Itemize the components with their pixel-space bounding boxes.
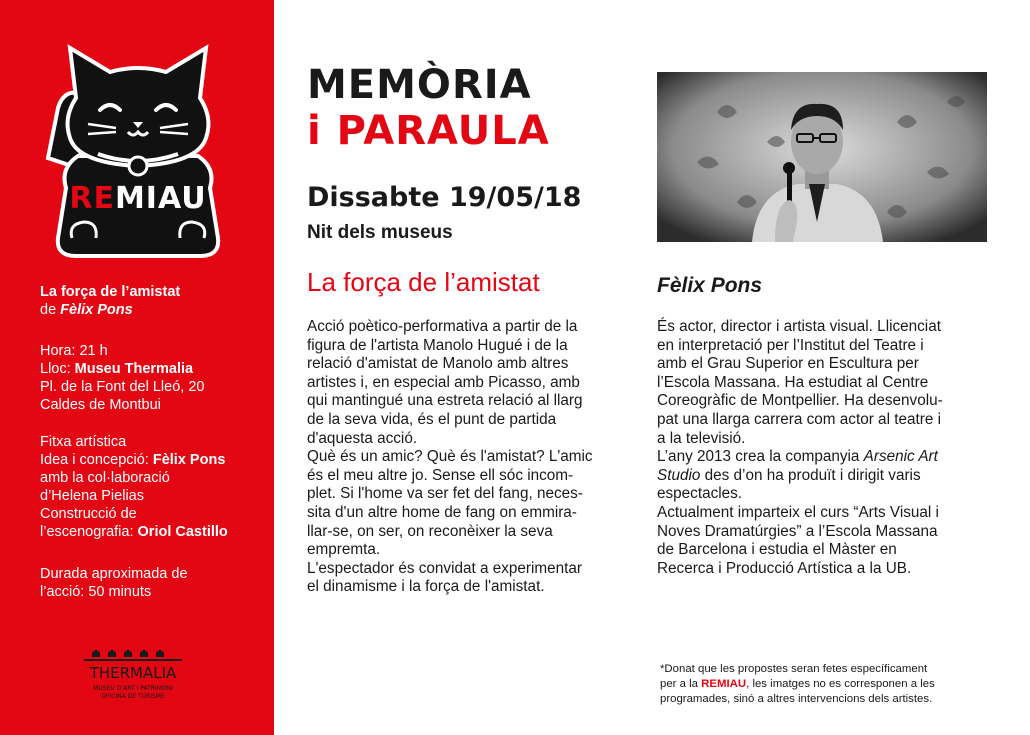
- left-line: sita d'un altre home de fang on emmira-: [307, 503, 577, 521]
- headline-line-1: MEMÒRIA: [307, 62, 532, 108]
- right-line: de Barcelona i estudia el Màster en: [657, 541, 897, 559]
- logo-brand-miau: MIAU: [114, 181, 207, 216]
- right-line-8-text: L’any 2013 crea la companyia: [657, 448, 864, 466]
- company-name-part1: Arsenic Art: [863, 448, 938, 466]
- constr-label: l’escenografia:: [40, 524, 138, 540]
- sidebar-author-line: [40, 301, 260, 319]
- right-body: [657, 318, 987, 578]
- sidebar-fitxa: [40, 433, 260, 541]
- right-line: Coreogràfic de Montpellier. Ha desenvolu-: [657, 392, 943, 410]
- durada-line-1: Durada aproximada de: [40, 566, 188, 582]
- performer-photo: [657, 72, 987, 242]
- footnote-brand: REMIAU: [701, 678, 747, 690]
- sidebar-event-title: [40, 283, 260, 319]
- thermalia-sub2: OFICINA DE TURISME: [101, 693, 165, 700]
- left-line: el dinamisme i la força de l'amistat.: [307, 578, 545, 596]
- left-line: llar-se, on ser, on reconèixer la seva: [307, 522, 553, 540]
- event-date: Dissabte 19/05/18: [307, 182, 582, 213]
- idea-label: Idea i concepció:: [40, 452, 153, 468]
- left-line: empremta.: [307, 541, 381, 559]
- sidebar-author-prefix: de: [40, 302, 61, 318]
- right-line: Noves Dramatúrgies” a l’Escola Massana: [657, 522, 938, 540]
- footnote-l2-post: , les imatges no es corresponen a les: [746, 678, 935, 690]
- left-line: és el meu altre jo. Sense ell sóc incom-: [307, 466, 574, 484]
- fitxa-heading: Fitxa artística: [40, 434, 127, 450]
- right-line: pat una llarga carrera com actor al teatre i: [657, 410, 941, 428]
- footnote-line-2: [660, 677, 980, 692]
- left-section-title: La força de l’amistat: [307, 267, 540, 297]
- left-line: artistes i, en especial amb Picasso, amb: [307, 373, 580, 391]
- thermalia-logo: [78, 645, 198, 705]
- thermalia-sub1: MUSEU D’ART I PATRIMONI: [93, 685, 173, 692]
- maneki-neko-cat-icon: [38, 38, 238, 263]
- event-subtitle: Nit dels museus: [307, 222, 453, 243]
- logo-brand-re: RE: [69, 181, 115, 216]
- address-line-1: Pl. de la Font del Lleó, 20: [40, 379, 205, 395]
- idea-line: [40, 451, 260, 469]
- footnote: [660, 662, 980, 707]
- right-line: Recerca i Producció Artística a la UB.: [657, 559, 912, 577]
- left-line: plet. Si l'home va ser fet del fang, neces-: [307, 485, 583, 503]
- sidebar-durada: [40, 565, 260, 601]
- sidebar-info: [40, 342, 260, 414]
- constr-value: Oriol Castillo: [137, 524, 228, 540]
- footnote-line-3: programades, sinó a altres intervencions dels artistes.: [660, 693, 933, 705]
- left-body: [307, 318, 627, 597]
- lloc-label: Lloc:: [40, 361, 75, 377]
- hora-label: Hora: 21 h: [40, 343, 108, 359]
- left-line: qui mantingué una estreta relació al llarg: [307, 392, 583, 410]
- durada-line-2: l’acció: 50 minuts: [40, 584, 152, 600]
- sidebar: [0, 0, 274, 735]
- headline: [307, 62, 550, 154]
- headline-line-2: i PARAULA: [307, 108, 550, 154]
- left-line: L'espectador és convidat a experimentar: [307, 559, 583, 577]
- right-line: Actualment imparteix el curs “Arts Visual i: [657, 503, 939, 521]
- right-line: l’Escola Massana. Ha estudiat al Centre: [657, 373, 929, 391]
- sidebar-author: Fèlix Pons: [60, 302, 133, 318]
- right-line: És actor, director i artista visual. Llicenciat: [657, 318, 941, 335]
- left-line: d'aquesta acció.: [307, 429, 418, 447]
- right-line: a la televisió.: [657, 429, 746, 447]
- right-line: en interpretació per l’Institut del Teatre i: [657, 336, 924, 354]
- constr-line-2: [40, 523, 260, 541]
- right-line-8: [657, 448, 987, 467]
- constr-line-1: Construcció de: [40, 506, 137, 522]
- right-section-title: Fèlix Pons: [657, 274, 763, 297]
- footnote-line-1: *Donat que les propostes seran fetes específicament: [660, 663, 928, 675]
- left-line: Què és un amic? Què és l'amistat? L'amic: [307, 448, 593, 466]
- left-line: figura de l'artista Manolo Hugué i de la: [307, 336, 568, 354]
- right-line: amb el Grau Superior en Escultura per: [657, 355, 919, 373]
- collab-line-2: d’Helena Pielias: [40, 488, 144, 504]
- left-line: Acció poètico-performativa a partir de la: [307, 318, 578, 335]
- right-line-9: [657, 467, 987, 486]
- footnote-l2-pre: per a la: [660, 678, 702, 690]
- lloc-value: Museu Thermalia: [74, 361, 194, 377]
- company-name-part2: Studio: [657, 466, 701, 484]
- collab-line-1: amb la col·laboració: [40, 470, 170, 486]
- sidebar-title: La força de l’amistat: [40, 284, 181, 300]
- idea-value: Fèlix Pons: [152, 452, 226, 468]
- left-line: relació d'amistat de Manolo amb altres: [307, 355, 569, 373]
- right-line: espectacles.: [657, 485, 743, 503]
- thermalia-name: THERMALIA: [89, 664, 177, 682]
- right-line-9-text: des d’on ha produït i dirigit varis: [700, 466, 921, 484]
- left-line: de la seva vida, és el punt de partida: [307, 410, 557, 428]
- lloc-line: [40, 360, 260, 378]
- address-line-2: Caldes de Montbui: [40, 397, 161, 413]
- svg-text:REMIAU: [69, 181, 206, 216]
